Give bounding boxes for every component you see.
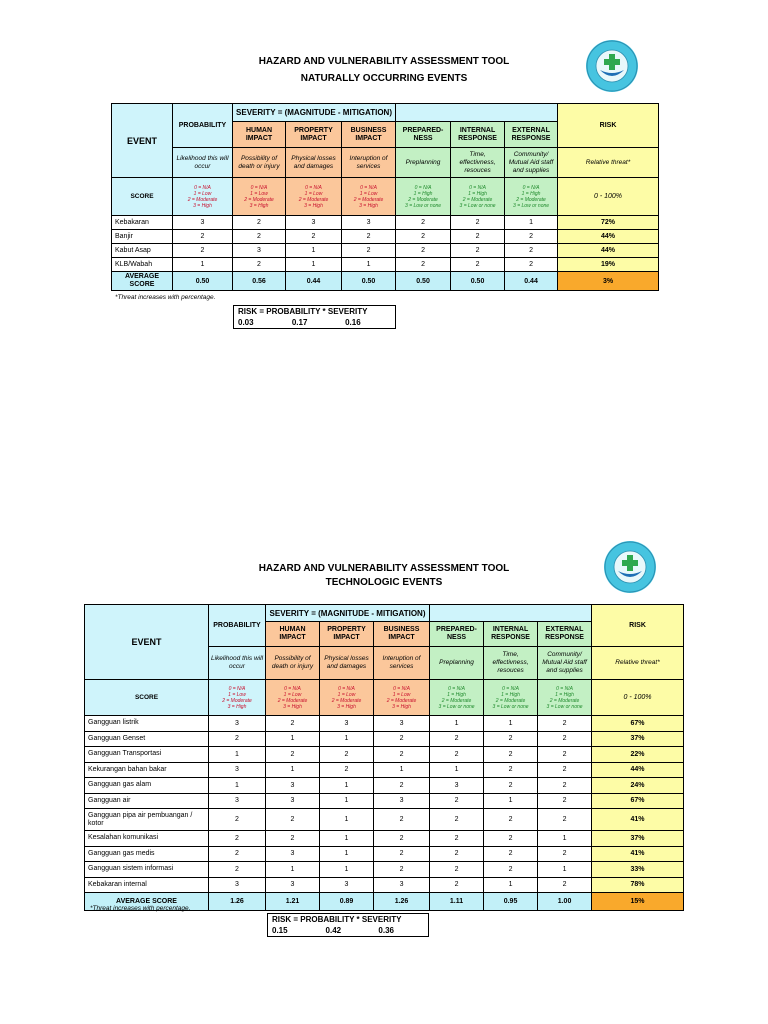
event-name: KLB/Wabah (112, 258, 173, 272)
human-impact-value: 2 (233, 230, 286, 244)
probability-value: 2 (209, 862, 266, 878)
external-response-value: 2 (505, 244, 558, 258)
external-response-value: 2 (538, 747, 592, 763)
internal-response-value: 2 (484, 778, 538, 794)
human-impact-scale: 0 = N/A 1 = Low 2 = Moderate 3 = High (266, 680, 320, 716)
probability-value: 3 (209, 793, 266, 809)
table-row (112, 216, 659, 230)
probability-description: Likelihood this will occur (173, 148, 233, 178)
risk-header: RISK (592, 605, 684, 647)
risk-formula-box (267, 913, 429, 937)
table-row (112, 230, 659, 244)
property-impact-header: PROPERTY IMPACT (286, 122, 342, 148)
probability-value: 2 (173, 230, 233, 244)
event-header: EVENT (112, 104, 173, 178)
risk-value: 19% (558, 258, 659, 272)
external-response-value: 2 (538, 793, 592, 809)
internal-response-value: 2 (484, 731, 538, 747)
table-row (112, 258, 659, 272)
external-response-header: EXTERNAL RESPONSE (538, 622, 592, 647)
average-business-impact: 0.50 (342, 272, 396, 291)
human-impact-value: 2 (266, 716, 320, 732)
average-external-response: 0.44 (505, 272, 558, 291)
average-risk: 3% (558, 272, 659, 291)
event-name: Gangguan Transportasi (85, 747, 209, 763)
human-impact-value: 3 (266, 778, 320, 794)
probability-value: 2 (209, 846, 266, 862)
event-name: Banjir (112, 230, 173, 244)
human-impact-value: 3 (266, 877, 320, 893)
external-response-value: 2 (538, 846, 592, 862)
internal-response-value: 2 (451, 258, 505, 272)
business-impact-value: 3 (374, 877, 430, 893)
preparedness-value: 2 (430, 862, 484, 878)
table-row (85, 716, 684, 732)
preparedness-scale: 0 = N/A 1 = High 2 = Moderate 3 = Low or none (396, 178, 451, 216)
response-header-blank (396, 104, 558, 122)
business-impact-value: 2 (374, 862, 430, 878)
preparedness-header: PREPARED- NESS (430, 622, 484, 647)
risk-formula-box (233, 305, 396, 329)
preparedness-value: 2 (430, 747, 484, 763)
risk-description: Relative threat* (592, 647, 684, 680)
business-impact-description: Interuption of services (374, 647, 430, 680)
business-impact-value: 2 (342, 230, 396, 244)
average-preparedness: 0.50 (396, 272, 451, 291)
external-response-value: 1 (538, 862, 592, 878)
risk-value: 44% (558, 244, 659, 258)
external-response-value: 1 (505, 216, 558, 230)
average-score-label: AVERAGE SCORE (85, 893, 209, 911)
property-impact-value: 1 (320, 809, 374, 831)
risk-value: 37% (592, 831, 684, 847)
human-impact-value: 2 (266, 809, 320, 831)
business-impact-value: 1 (374, 762, 430, 778)
human-impact-value: 2 (233, 216, 286, 230)
probability-value: 2 (209, 731, 266, 747)
risk-formula-label: RISK = PROBABILITY * SEVERITY (272, 915, 402, 924)
table-row (112, 244, 659, 258)
property-impact-value: 1 (320, 778, 374, 794)
business-impact-value: 1 (342, 258, 396, 272)
external-response-value: 2 (538, 778, 592, 794)
business-impact-value: 2 (342, 244, 396, 258)
event-name: Gangguan pipa air pembuangan / kotor (85, 809, 209, 831)
preparedness-value: 2 (430, 831, 484, 847)
average-human-impact: 1.21 (266, 893, 320, 911)
business-impact-value: 2 (374, 809, 430, 831)
table-row (85, 809, 684, 831)
risk-value-probability: 0.15 (272, 926, 288, 935)
preparedness-value: 3 (430, 778, 484, 794)
probability-header: PROBABILITY (209, 605, 266, 647)
event-name: Gangguan gas medis (85, 846, 209, 862)
severity-header: SEVERITY = (MAGNITUDE - MITIGATION) (233, 104, 396, 122)
internal-response-value: 2 (484, 831, 538, 847)
property-impact-description: Physical losses and damages (286, 148, 342, 178)
table-row (85, 778, 684, 794)
technologic-title-line1: HAZARD AND VULNERABILITY ASSESSMENT TOOL (258, 563, 510, 574)
business-impact-scale: 0 = N/A 1 = Low 2 = Moderate 3 = High (342, 178, 396, 216)
risk-value: 33% (592, 862, 684, 878)
natural-events-table (111, 103, 659, 291)
internal-response-description: Time, effectivness, resouces (451, 148, 505, 178)
table-row (85, 862, 684, 878)
table-row (85, 747, 684, 763)
property-impact-value: 2 (286, 230, 342, 244)
risk-value: 78% (592, 877, 684, 893)
average-human-impact: 0.56 (233, 272, 286, 291)
property-impact-value: 3 (286, 216, 342, 230)
probability-value: 3 (209, 716, 266, 732)
average-probability: 0.50 (173, 272, 233, 291)
average-preparedness: 1.11 (430, 893, 484, 911)
business-impact-scale: 0 = N/A 1 = Low 2 = Moderate 3 = High (374, 680, 430, 716)
human-impact-value: 2 (233, 258, 286, 272)
severity-header: SEVERITY = (MAGNITUDE - MITIGATION) (266, 605, 430, 622)
internal-response-value: 1 (484, 716, 538, 732)
external-response-value: 2 (538, 877, 592, 893)
human-impact-value: 2 (266, 747, 320, 763)
external-response-scale: 0 = N/A 1 = High 2 = Moderate 3 = Low or none (538, 680, 592, 716)
property-impact-value: 1 (320, 793, 374, 809)
human-impact-value: 2 (266, 831, 320, 847)
probability-scale: 0 = N/A 1 = Low 2 = Moderate 3 = High (209, 680, 266, 716)
preparedness-scale: 0 = N/A 1 = High 2 = Moderate 3 = Low or none (430, 680, 484, 716)
risk-value: 41% (592, 809, 684, 831)
probability-value: 3 (209, 877, 266, 893)
risk-value: 44% (592, 762, 684, 778)
business-impact-header: BUSINESS IMPACT (374, 622, 430, 647)
average-property-impact: 0.44 (286, 272, 342, 291)
risk-range: 0 - 100% (558, 178, 659, 216)
human-impact-header: HUMAN IMPACT (233, 122, 286, 148)
probability-value: 2 (173, 244, 233, 258)
preparedness-value: 2 (430, 877, 484, 893)
internal-response-value: 2 (484, 846, 538, 862)
internal-response-description: Time, effectivness, resouces (484, 647, 538, 680)
event-name: Gangguan Genset (85, 731, 209, 747)
probability-value: 2 (209, 831, 266, 847)
property-impact-value: 2 (320, 747, 374, 763)
preparedness-value: 2 (396, 230, 451, 244)
business-impact-description: Interuption of services (342, 148, 396, 178)
average-business-impact: 1.26 (374, 893, 430, 911)
average-internal-response: 0.95 (484, 893, 538, 911)
average-probability: 1.26 (209, 893, 266, 911)
risk-value: 67% (592, 716, 684, 732)
business-impact-value: 3 (342, 216, 396, 230)
property-impact-value: 3 (320, 716, 374, 732)
business-impact-value: 2 (374, 747, 430, 763)
human-impact-header: HUMAN IMPACT (266, 622, 320, 647)
internal-response-scale: 0 = N/A 1 = High 2 = Moderate 3 = Low or none (484, 680, 538, 716)
event-name: Kebakaran (112, 216, 173, 230)
preparedness-value: 1 (430, 716, 484, 732)
external-response-value: 2 (538, 716, 592, 732)
external-response-value: 1 (538, 831, 592, 847)
natural-title-line1: HAZARD AND VULNERABILITY ASSESSMENT TOOL (258, 56, 510, 67)
human-impact-value: 1 (266, 862, 320, 878)
property-impact-description: Physical losses and damages (320, 647, 374, 680)
internal-response-value: 2 (451, 216, 505, 230)
score-label: SCORE (112, 178, 173, 216)
human-impact-value: 1 (266, 731, 320, 747)
external-response-value: 2 (505, 230, 558, 244)
preparedness-description: Preplanning (430, 647, 484, 680)
risk-value: 24% (592, 778, 684, 794)
footnote: *Threat increases with percentage. (115, 294, 216, 301)
human-impact-description: Possibility of death or injury (266, 647, 320, 680)
technologic-title-line2: TECHNOLOGIC EVENTS (325, 577, 443, 588)
event-header: EVENT (85, 605, 209, 680)
property-impact-header: PROPERTY IMPACT (320, 622, 374, 647)
hospital-emblem-icon (604, 541, 656, 593)
property-impact-value: 2 (320, 762, 374, 778)
probability-header: PROBABILITY (173, 104, 233, 148)
preparedness-description: Preplanning (396, 148, 451, 178)
property-impact-value: 1 (286, 258, 342, 272)
business-impact-value: 2 (374, 831, 430, 847)
table-row (85, 831, 684, 847)
risk-value: 41% (592, 846, 684, 862)
property-impact-value: 3 (320, 877, 374, 893)
risk-value: 67% (592, 793, 684, 809)
property-impact-value: 1 (286, 244, 342, 258)
preparedness-value: 1 (430, 762, 484, 778)
property-impact-scale: 0 = N/A 1 = Low 2 = Moderate 3 = High (286, 178, 342, 216)
preparedness-header: PREPARED- NESS (396, 122, 451, 148)
business-impact-value: 3 (374, 716, 430, 732)
preparedness-value: 2 (430, 793, 484, 809)
internal-response-value: 2 (451, 244, 505, 258)
internal-response-header: INTERNAL RESPONSE (484, 622, 538, 647)
business-impact-value: 2 (374, 731, 430, 747)
internal-response-value: 2 (451, 230, 505, 244)
average-property-impact: 0.89 (320, 893, 374, 911)
preparedness-value: 2 (396, 216, 451, 230)
risk-range: 0 - 100% (592, 680, 684, 716)
human-impact-description: Possibility of death or injury (233, 148, 286, 178)
risk-value-probability: 0.03 (238, 318, 254, 327)
table-row (85, 846, 684, 862)
preparedness-value: 2 (430, 731, 484, 747)
event-name: Gangguan gas alam (85, 778, 209, 794)
property-impact-value: 1 (320, 831, 374, 847)
property-impact-value: 1 (320, 846, 374, 862)
external-response-scale: 0 = N/A 1 = High 2 = Moderate 3 = Low or none (505, 178, 558, 216)
risk-description: Relative threat* (558, 148, 659, 178)
score-label: SCORE (85, 680, 209, 716)
risk-value-impact: 0.17 (291, 318, 308, 327)
preparedness-value: 2 (396, 258, 451, 272)
external-response-description: Community/ Mutual Aid staff and supplies (538, 647, 592, 680)
internal-response-header: INTERNAL RESPONSE (451, 122, 505, 148)
external-response-value: 2 (538, 762, 592, 778)
property-impact-scale: 0 = N/A 1 = Low 2 = Moderate 3 = High (320, 680, 374, 716)
external-response-description: Community/ Mutual Aid staff and supplies (505, 148, 558, 178)
property-impact-value: 1 (320, 731, 374, 747)
internal-response-value: 1 (484, 877, 538, 893)
risk-header: RISK (558, 104, 659, 148)
probability-value: 1 (209, 747, 266, 763)
table-row (85, 877, 684, 893)
business-impact-value: 2 (374, 778, 430, 794)
response-header-blank (430, 605, 592, 622)
external-response-value: 2 (538, 809, 592, 831)
human-impact-value: 1 (266, 762, 320, 778)
average-score-label: AVERAGE SCORE (112, 272, 173, 291)
internal-response-value: 2 (484, 862, 538, 878)
probability-description: Likelihood this will occur (209, 647, 266, 680)
probability-scale: 0 = N/A 1 = Low 2 = Moderate 3 = High (173, 178, 233, 216)
probability-value: 1 (173, 258, 233, 272)
event-name: Gangguan listrik (85, 716, 209, 732)
risk-value: 44% (558, 230, 659, 244)
table-row (85, 762, 684, 778)
technologic-events-table (84, 604, 684, 911)
risk-value-mitigation: 0.36 (378, 926, 394, 935)
external-response-value: 2 (538, 731, 592, 747)
footnote: *Threat increases with percentage. (90, 905, 191, 912)
natural-title-line2: NATURALLY OCCURRING EVENTS (300, 73, 468, 84)
risk-value: 37% (592, 731, 684, 747)
event-name: Kesalahan komunikasi (85, 831, 209, 847)
probability-value: 2 (209, 809, 266, 831)
internal-response-value: 2 (484, 762, 538, 778)
internal-response-value: 2 (484, 747, 538, 763)
risk-value: 22% (592, 747, 684, 763)
business-impact-value: 2 (374, 846, 430, 862)
external-response-value: 2 (505, 258, 558, 272)
internal-response-value: 2 (484, 809, 538, 831)
property-impact-value: 1 (320, 862, 374, 878)
probability-value: 1 (209, 778, 266, 794)
event-name: Kekurangan bahan bakar (85, 762, 209, 778)
internal-response-scale: 0 = N/A 1 = High 2 = Moderate 3 = Low or none (451, 178, 505, 216)
human-impact-value: 3 (266, 846, 320, 862)
business-impact-value: 3 (374, 793, 430, 809)
event-name: Gangguan sistem informasi (85, 862, 209, 878)
table-row (85, 731, 684, 747)
risk-value-impact: 0.42 (325, 926, 342, 935)
preparedness-value: 2 (430, 846, 484, 862)
event-name: Kabut Asap (112, 244, 173, 258)
preparedness-value: 2 (430, 809, 484, 831)
human-impact-scale: 0 = N/A 1 = Low 2 = Moderate 3 = High (233, 178, 286, 216)
event-name: Gangguan air (85, 793, 209, 809)
business-impact-header: BUSINESS IMPACT (342, 122, 396, 148)
internal-response-value: 1 (484, 793, 538, 809)
risk-formula-label: RISK = PROBABILITY * SEVERITY (238, 307, 368, 316)
hospital-emblem-icon (586, 40, 638, 92)
probability-value: 3 (209, 762, 266, 778)
probability-value: 3 (173, 216, 233, 230)
risk-value-mitigation: 0.16 (345, 318, 361, 327)
risk-value: 72% (558, 216, 659, 230)
event-name: Kebakaran internal (85, 877, 209, 893)
average-internal-response: 0.50 (451, 272, 505, 291)
external-response-header: EXTERNAL RESPONSE (505, 122, 558, 148)
table-row (85, 793, 684, 809)
human-impact-value: 3 (233, 244, 286, 258)
average-external-response: 1.00 (538, 893, 592, 911)
human-impact-value: 3 (266, 793, 320, 809)
average-risk: 15% (592, 893, 684, 911)
preparedness-value: 2 (396, 244, 451, 258)
